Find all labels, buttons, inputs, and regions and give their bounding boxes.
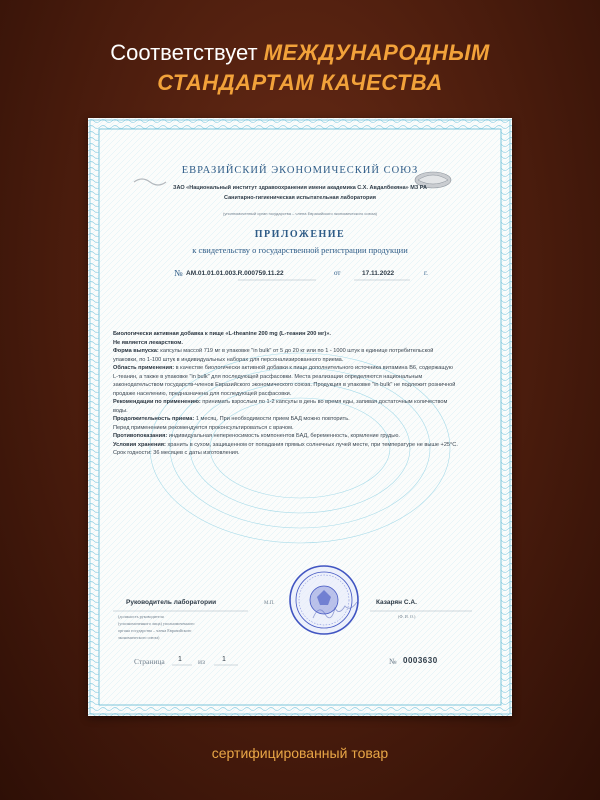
headline-accent-text: МЕЖДУНАРОДНЫМ [263, 40, 490, 65]
signatory-caption-line: экономического союза) [118, 635, 160, 640]
signatory-caption-line: (должность руководителя [118, 614, 164, 619]
body-label: Форма выпуска: [113, 348, 159, 354]
certificate-body [113, 330, 459, 458]
headline-line-2 [0, 68, 600, 98]
serial-number: 0003630 [403, 656, 438, 665]
page-label: Страница [134, 657, 165, 666]
laboratory-name: Санитарно-гигиеническая испытательная лаборатория [224, 195, 376, 201]
body-paragraph [113, 364, 459, 398]
headline-accent-text-2: СТАНДАРТАМ КАЧЕСТВА [157, 70, 443, 95]
registration-number: AM.01.01.01.003.R.000759.11.22 [186, 270, 284, 277]
body-text: Перед применением рекомендуется проконсультироваться с врачом. [113, 424, 294, 431]
page-of-label: из [198, 657, 205, 666]
body-paragraph [113, 347, 459, 364]
body-label: Продолжительность приема: [113, 416, 195, 422]
serial-mark: № [389, 657, 397, 666]
stamp-mark: М.П. [264, 601, 275, 606]
page-number: 1 [178, 656, 182, 663]
signatory-caption-line: (уполномоченного лица) уполномоченного [118, 621, 195, 626]
body-text: хранить в сухом, защищенном от попадания прямых солнечных лучей месте, при температуре не выше +25°С. [165, 441, 458, 448]
headline [0, 38, 600, 98]
name-caption: (Ф. И. О.) [398, 614, 416, 619]
body-paragraph [113, 398, 459, 415]
body-text: Биологически активная добавка к пище «L-theanine 200 mg (L-теанин 200 мг)». [113, 331, 331, 337]
signatory-name: Казарян С.А. [376, 599, 417, 606]
body-label: Условия хранения: [113, 441, 166, 448]
body-text: индивидуальная непереносимость компонентов БАД, беременность, кормление грудью. [167, 433, 400, 439]
appendix-title: ПРИЛОЖЕНИЕ [254, 229, 346, 240]
institute-name: ЗАО «Национальный институт здравоохранения имени академика С.Х. Авдалбекяна» МЗ РА [173, 185, 427, 191]
body-paragraph [113, 424, 459, 433]
body-text: принимать взрослым по 1-2 капсулы в день во время еды, запивая достаточным количеством воды. [113, 399, 448, 414]
registration-number-label: № [174, 268, 183, 278]
body-label: Область применения: [113, 365, 175, 371]
body-text: 1 месяц. При необходимости прием БАД можно повторить. [194, 416, 350, 422]
signatory-title: Руководитель лаборатории [126, 599, 217, 606]
page-total: 1 [222, 656, 226, 663]
registration-date-label: от [334, 269, 341, 277]
body-text: Срок годности: 36 месяцев с даты изготовления. [113, 450, 240, 456]
authority-note: (уполномоченный орган государства – члена Евразийского экономического союза) [222, 211, 378, 216]
body-text: Не является лекарством. [113, 339, 183, 346]
headline-line-1 [0, 38, 600, 68]
registration-date: 17.11.2022 [362, 270, 395, 277]
official-seal-icon [290, 566, 358, 634]
certificate-document [88, 118, 512, 716]
union-heading: ЕВРАЗИЙСКИЙ ЭКОНОМИЧЕСКИЙ СОЮЗ [181, 165, 419, 176]
headline-plain-text: Соответствует [110, 40, 264, 65]
appendix-subtitle: к свидетельству о государственной регистрации продукции [192, 245, 408, 255]
body-label: Рекомендации по применению: [113, 399, 201, 405]
signatory-caption-line: органа государства – члена Евразийского [118, 628, 192, 633]
body-label: Противопоказания: [113, 433, 168, 439]
footer-caption: сертифицированный товар [211, 745, 389, 761]
year-suffix: г. [424, 269, 428, 277]
body-paragraph [113, 339, 459, 348]
body-text: капсулы массой 719 мг в упаковке "in bulk" от 5 до 20 кг или по 1 - 1000 штук в единице потребительской упаковки, по 1-100 штук в индивидуальных наборах для персонализированного приема. [113, 348, 434, 363]
body-paragraph [113, 449, 459, 458]
body-paragraph [113, 432, 459, 441]
body-paragraph [113, 415, 459, 424]
body-paragraph [113, 441, 459, 450]
body-text: в качестве биологически активной добавки к пище дополнительного источника витамина В6, содержащую L-теанин, а также в упаковке "in bulk" для последующей расфасовки. Места реализации определяются национальным законодательством государств-членов Евразийского экономического союза. Продукция в упаковке "in bulk" не подлежит розничной продаже населению, предназначена для последующей расфасовки. [113, 365, 456, 397]
body-paragraph [113, 330, 459, 339]
